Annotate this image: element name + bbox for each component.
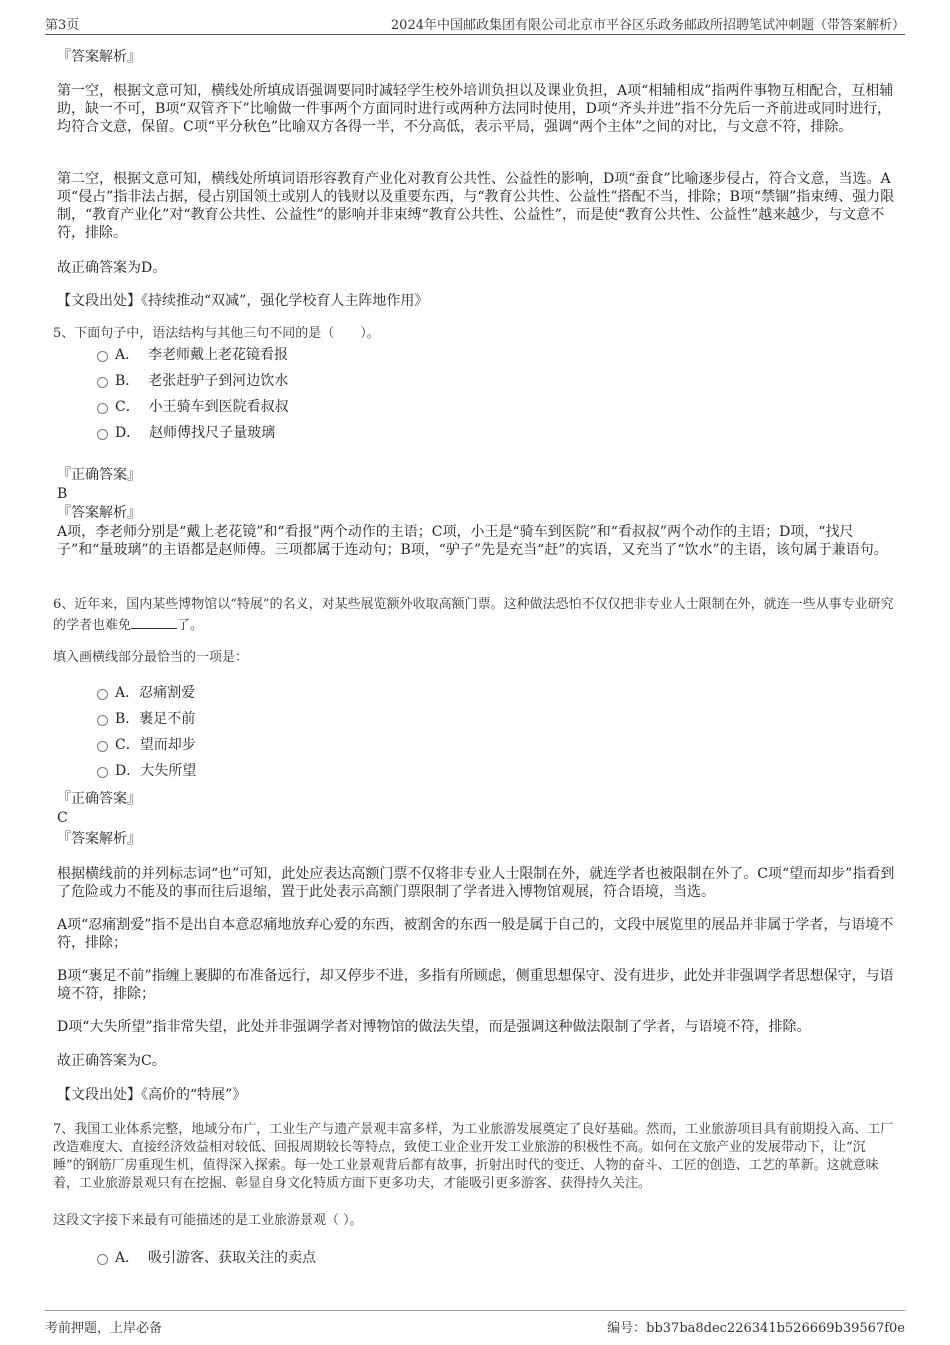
q5-option-d[interactable]: D． 赵师傅找尺子量玻璃 xyxy=(57,420,897,446)
q5-option-c[interactable]: C． 小王骑车到医院看叔叔 xyxy=(57,394,897,420)
document-title: 2024年中国邮政集团有限公司北京市平谷区乐政务邮政所招聘笔试冲刺题（带答案解析） xyxy=(390,18,905,33)
radio-icon[interactable] xyxy=(97,377,108,388)
q5-analysis: A项，李老师分别是“戴上老花镜”和“看报”两个动作的主语；C项，小王是“骑车到医院”和“看叔叔”两个动作的主语；D项，“找尺子”和“量玻璃”的主语都是赵师傅。三项都属于连动句；B项，“驴子”先是充当“赶”的宾语，又充当了“饮水”的主语，该句属于兼语句。 xyxy=(57,524,888,558)
q5-question: 5、下面句子中，语法结构与其他三句不同的是（ ）。 xyxy=(53,326,380,341)
q6-option-d[interactable]: D．大失所望 xyxy=(57,758,897,784)
radio-icon[interactable] xyxy=(97,767,108,778)
footer-slogan: 考前押题，上岸必备 xyxy=(45,1321,163,1336)
q6-option-b[interactable]: B．裹足不前 xyxy=(57,706,897,732)
q6-answer: C xyxy=(57,810,68,826)
q5-answer: B xyxy=(57,486,68,502)
q6-option-a[interactable]: A．忍痛割爱 xyxy=(57,680,897,706)
page-header xyxy=(45,12,905,35)
q7-question: 7、我国工业体系完整，地域分布广，工业生产与遗产景观丰富多样，为工业旅游发展奠定了良好基础。然而，工业旅游项目具有前期投入高、工厂改造难度大、直接经济效益相对较低、回报周期较长等特点，致使工业企业开发工业旅游的积极性不高。如何在文旅产业的发展带动下，让“沉睡”的钢筋厂房重现生机，值得深入探索。每一处工业景观背后都有故事，折射出时代的变迁、人物的奋斗、工匠的创造、工艺的革新。这就意味着，工业旅游景观只有在挖掘、彰显自身文化特质方面下更多功夫，才能吸引更多游客、获得持久关注。 xyxy=(53,1122,894,1191)
q6-analysis-para2: A项“忍痛割爱”指不是出自本意忍痛地放弃心爱的东西，被割舍的东西一般是属于自己的，文段中展览里的展品并非属于学者，与语境不符，排除； xyxy=(57,917,894,951)
q6-question: 6、近年来，国内某些博物馆以“特展”的名义，对某些展览额外收取高额门票。这种做法恐怕不仅仅把非专业人士限制在外，就连一些从事专业研究的学者也难免 了。 xyxy=(53,597,894,633)
radio-icon[interactable] xyxy=(97,715,108,726)
q6-option-c[interactable]: C．望而却步 xyxy=(57,732,897,758)
q6-prompt: 填入画横线部分最恰当的一项是： xyxy=(53,650,249,665)
q6-options xyxy=(57,680,897,784)
radio-icon[interactable] xyxy=(97,1254,108,1265)
q6-analysis-para1: 根据横线前的并列标志词“也”可知，此处应表达高额门票不仅将非专业人士限制在外，就连学者也被限制在外了。C项“望而却步”指看到了危险或力不能及的事而往后退缩，置于此处表示高额门票限制了学者进入博物馆观展，符合语境，当选。 xyxy=(57,866,895,900)
q4-source: 【文段出处】《持续推动“双减”，强化学校育人主阵地作用》 xyxy=(57,293,429,309)
q4-analysis-label: 『答案解析』 xyxy=(57,49,141,65)
q4-conclusion: 故正确答案为D。 xyxy=(57,260,167,276)
radio-icon[interactable] xyxy=(97,403,108,414)
radio-icon[interactable] xyxy=(97,351,108,362)
q5-answer-label: 『正确答案』 xyxy=(57,467,141,483)
q4-analysis-para1: 第一空，根据文意可知，横线处所填成语强调要同时减轻学生校外培训负担以及课业负担，A项“相辅相成”指两件事物互相配合，互相辅助，缺一不可，B项“双管齐下”比喻做一件事两个方面同时进行或两种方法同时使用，D项“齐头并进”指不分先后一齐前进或同时进行，均符合文意，保留。C项“平分秋色”比喻双方各得一半，不分高低，表示平局，强调“两个主体”之间的对比，与文意不符，排除。 xyxy=(57,83,894,135)
q5-option-a[interactable]: A． 李老师戴上老花镜看报 xyxy=(57,342,897,368)
q6-answer-label: 『正确答案』 xyxy=(57,791,141,807)
q4-analysis-para2: 第二空，根据文意可知，横线处所填词语形容教育产业化对教育公共性、公益性的影响，D项“蚕食”比喻逐步侵占，符合文意，当选。A项“侵占”指非法占据，侵占别国领土或别人的钱财以及重要东西，与“教育公共性、公益性”搭配不当，排除；B项“禁锢”指束缚、强力限制，“教育产业化”对“教育公共性、公益性”的影响并非束缚“教育公共性、公益性”，而是使“教育公共性、公益性”越来越少，与文意不符，排除。 xyxy=(57,171,895,241)
q7-prompt: 这段文字接下来最有可能描述的是工业旅游景观（ ）。 xyxy=(53,1213,363,1228)
fill-blank xyxy=(131,614,177,629)
q7-option-a[interactable]: A． 吸引游客、获取关注的卖点 xyxy=(57,1245,897,1271)
q5-option-b[interactable]: B． 老张赶驴子到河边饮水 xyxy=(57,368,897,394)
q6-analysis-para4: D项“大失所望”指非常失望，此处并非强调学者对博物馆的做法失望，而是强调这种做法限制了学者，与语境不符，排除。 xyxy=(57,1019,811,1035)
q6-source: 【文段出处】《高价的“特展”》 xyxy=(57,1087,247,1103)
q6-analysis-label: 『答案解析』 xyxy=(57,831,141,847)
document-id: 编号：bb37ba8dec226341b526669b39567f0e xyxy=(607,1321,905,1336)
page-footer xyxy=(45,1310,905,1336)
page-number: 第3页 xyxy=(45,18,80,33)
q5-options xyxy=(57,342,897,446)
q6-conclusion: 故正确答案为C。 xyxy=(57,1053,166,1069)
q7-options xyxy=(57,1245,897,1271)
q6-analysis-para3: B项“裹足不前”指缠上裹脚的布准备远行，却又停步不进，多指有所顾虑，侧重思想保守、没有进步，此处并非强调学者思想保守，与语境不符，排除； xyxy=(57,968,894,1002)
q5-analysis-label: 『答案解析』 xyxy=(57,505,141,521)
radio-icon[interactable] xyxy=(97,741,108,752)
radio-icon[interactable] xyxy=(97,689,108,700)
radio-icon[interactable] xyxy=(97,429,108,440)
